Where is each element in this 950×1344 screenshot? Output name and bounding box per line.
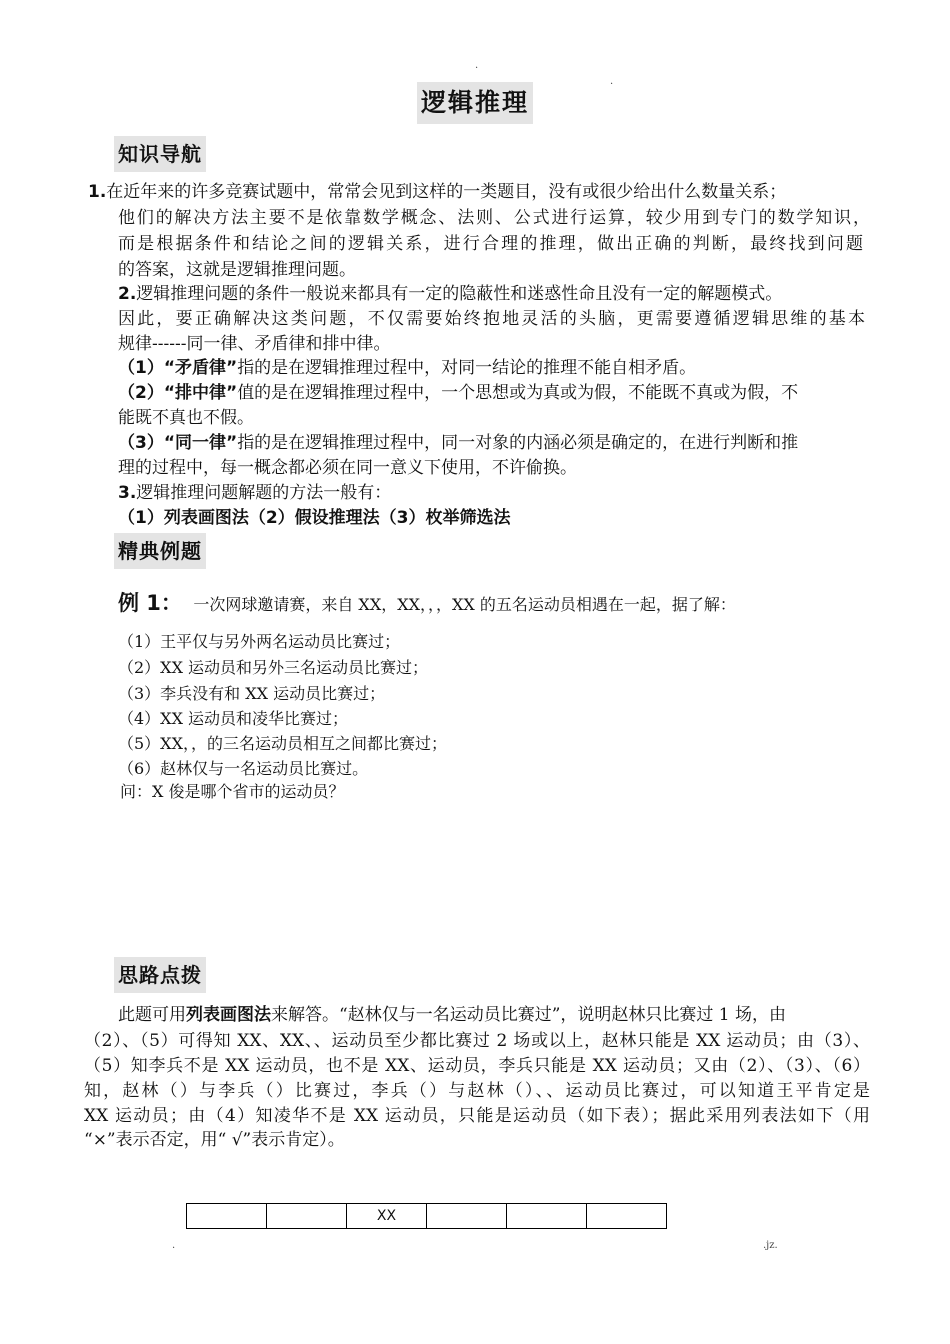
knowledge-p1-line: 而是根据条件和结论之间的逻辑关系，进行合理的推理，做出正确的判断，最终找到问题 [118,234,863,254]
table-cell [187,1204,267,1229]
hint-line [118,1003,786,1027]
law-contradiction [118,356,696,380]
table-cell: XX [347,1204,427,1229]
hint-text: 此题可用 [118,1005,186,1025]
knowledge-p1-line [88,180,786,204]
hint-line: “×”表示否定，用“ √”表示肯定）。 [84,1130,345,1150]
example-1-intro [118,590,736,618]
law-text: 值的是在逻辑推理过程中，一个思想或为真或为假，不能既不真或为假，不 [237,383,799,403]
hint-text: 来解答。“赵林仅与一名运动员比赛过”，说明赵林只比赛过 1 场，由 [271,1005,787,1025]
hint-line: （2）、（5）可得知 XX、XX、、运动员至少都比赛过 2 场或以上，赵林只能是 XX 运动员；由（3）、 [84,1031,870,1051]
example-intro-text: 一次网球邀请赛，来自 XX，XX，，，XX 的五名运动员相遇在一起，据了解： [193,595,736,614]
example-question: 问：X 俊是哪个省市的运动员？ [120,782,345,801]
example-condition: （3）李兵没有和 XX 运动员比赛过； [118,684,386,703]
header-dot: . [610,76,614,87]
section-heading-examples: 精典例题 [114,533,206,569]
page-title: 逻辑推理 [417,82,533,124]
knowledge-p1-line: 他们的解决方法主要不是依靠数学概念、法则、公式进行运算，较少用到专门的数学知识， [118,208,870,228]
law-label: （1）“矛盾律” [118,358,238,378]
example-condition: （5）XX，，的三名运动员相互之间都比赛过； [118,734,447,753]
law-identity-cont: 理的过程中，每一概念都必须在同一意义下使用，不许偷换。 [118,458,577,478]
table-cell [267,1204,347,1229]
footer-left-mark: . [172,1240,176,1251]
hint-method: 列表画图法 [186,1005,271,1025]
table-cell [587,1204,667,1229]
paragraph-text: 逻辑推理问题的条件一般说来都具有一定的隐蔽性和迷惑性命且没有一定的解题模式。 [136,284,783,304]
knowledge-p2-line: 规律------同一律、矛盾律和排中律。 [118,334,391,354]
law-excluded-middle-cont: 能既不真也不假。 [118,408,254,428]
table-cell [427,1204,507,1229]
header-dot: . [475,60,479,71]
law-label: （3）“同一律” [118,433,238,453]
paragraph-number: 3. [118,483,137,503]
example-label: 例 1： [118,591,182,615]
knowledge-p2-line [118,282,782,306]
paragraph-number: 2. [118,284,137,304]
answer-table [186,1203,667,1229]
hint-line: （5）知李兵不是 XX 运动员，也不是 XX、运动员，李兵只能是 XX 运动员；又由（2）、（3）、（6） [84,1056,870,1076]
paragraph-number: 1. [88,182,107,202]
knowledge-p3-line [118,481,391,505]
hint-line: 知，赵林（）与李兵（）比赛过，李兵（）与赵林（）、、运动员比赛过，可以知道王平肯定是 [84,1081,870,1101]
paragraph-text: 逻辑推理问题解题的方法一般有： [136,483,392,503]
example-condition: （4）XX 运动员和凌华比赛过； [118,709,349,728]
knowledge-p1-line: 的答案，这就是逻辑推理问题。 [118,260,356,280]
hint-line: XX 运动员；由（4）知凌华不是 XX 运动员，只能是运动员（如下表）；据此采用列表法如下（用 [84,1106,870,1126]
example-condition: （1）王平仅与另外两名运动员比赛过； [118,632,401,651]
section-heading-hint: 思路点拨 [114,957,206,993]
law-label: （2）“排中律” [118,383,238,403]
law-text: 指的是在逻辑推理过程中，对同一结论的推理不能自相矛盾。 [237,358,697,378]
law-identity [118,431,798,455]
table-row [187,1204,667,1229]
methods-list: （1）列表画图法（2）假设推理法（3）枚举筛选法 [118,508,511,528]
footer-right-mark: .jz. [763,1240,778,1251]
example-condition: （2）XX 运动员和另外三名运动员比赛过； [118,658,429,677]
example-condition: （6）赵林仅与一名运动员比赛过。 [118,759,369,778]
table-cell [507,1204,587,1229]
law-text: 指的是在逻辑推理过程中，同一对象的内涵必须是确定的，在进行判断和推 [237,433,799,453]
section-heading-knowledge: 知识导航 [114,136,206,172]
knowledge-p2-line: 因此，要正确解决这类问题，不仅需要始终抱地灵活的头脑，更需要遵循逻辑思维的基本 [118,309,865,329]
law-excluded-middle [118,381,798,405]
paragraph-text: 在近年来的许多竞赛试题中，常常会见到这样的一类题目，没有或很少给出什么数量关系； [106,182,787,202]
